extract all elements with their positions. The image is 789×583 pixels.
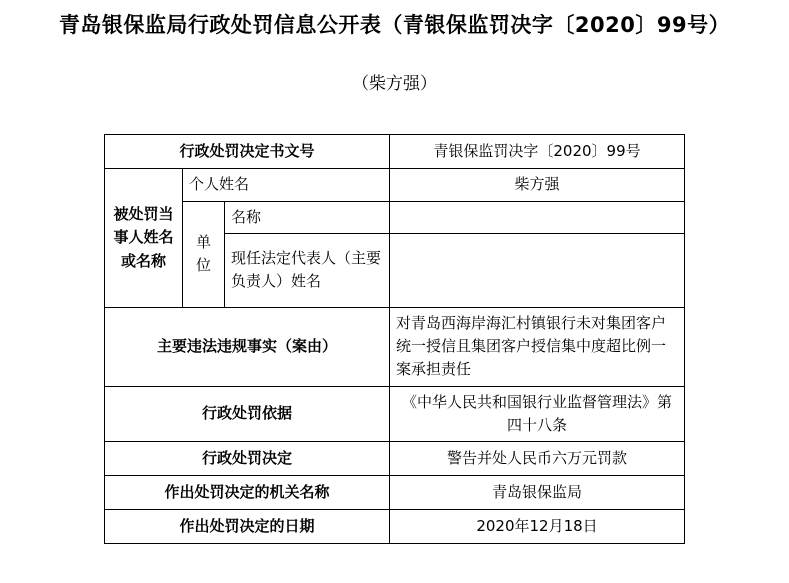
row-value-violation-facts: 对青岛西海岸海汇村镇银行未对集团客户统一授信且集团客户授信集中度超比例一案承担责任 [390,307,685,386]
table-row [104,386,684,442]
sub-label-legal-representative: 现任法定代表人（主要负责人）姓名 [224,233,389,307]
row-value-individual-name: 柴方强 [390,169,685,201]
table-row [104,442,684,476]
sub-label-unit: 单位 [182,201,224,307]
table-row [104,307,684,386]
row-value-decision-number: 青银保监罚决字〔2020〕99号 [390,135,685,169]
penalty-table-wrapper [0,134,789,544]
table-row [104,510,684,544]
row-label-penalty-basis: 行政处罚依据 [104,386,389,442]
row-value-decision-date: 2020年12月18日 [390,510,685,544]
row-label-penalty-decision: 行政处罚决定 [104,442,389,476]
penalty-information-table [104,134,685,544]
row-value-penalty-basis: 《中华人民共和国银行业监督管理法》第四十八条 [390,386,685,442]
table-row [104,476,684,510]
row-label-violation-facts: 主要违法违规事实（案由） [104,307,389,386]
document-page [0,12,789,583]
sub-label-individual-name: 个人姓名 [182,169,389,201]
row-value-legal-representative [390,233,685,307]
row-value-unit-name [390,201,685,233]
table-row [104,169,684,201]
table-row [104,135,684,169]
table-row [104,201,684,233]
row-label-authority: 作出处罚决定的机关名称 [104,476,389,510]
row-label-party-name: 被处罚当事人姓名或名称 [104,169,182,308]
row-value-penalty-decision: 警告并处人民币六万元罚款 [390,442,685,476]
row-value-authority: 青岛银保监局 [390,476,685,510]
sub-label-unit-name: 名称 [224,201,389,233]
page-subtitle: （柴方强） [352,74,437,95]
row-label-decision-date: 作出处罚决定的日期 [104,510,389,544]
page-title: 青岛银保监局行政处罚信息公开表（青银保监罚决字〔2020〕99号） [58,13,731,37]
row-label-decision-number: 行政处罚决定书文号 [104,135,389,169]
